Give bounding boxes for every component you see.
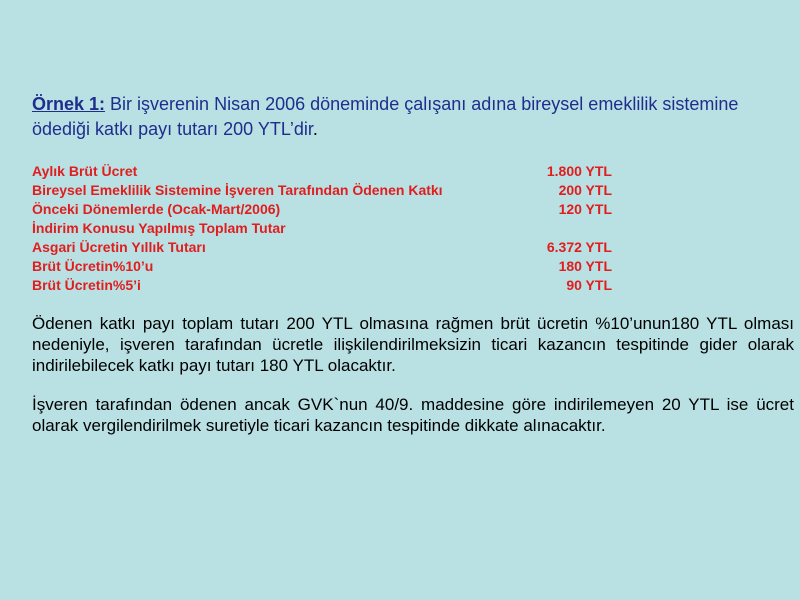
- calculation-table: [32, 162, 612, 295]
- row-value: 200 YTL: [558, 182, 612, 198]
- table-row: [32, 200, 612, 219]
- row-label: Asgari Ücretin Yıllık Tutarı: [32, 239, 206, 255]
- row-label: Brüt Ücretin%10’u: [32, 258, 154, 274]
- row-value: [533, 219, 612, 238]
- table-row: [32, 238, 612, 257]
- row-label: Aylık Brüt Ücret: [32, 163, 138, 179]
- table-row: [32, 276, 612, 295]
- slide-content: [32, 92, 794, 436]
- table-row: [32, 162, 612, 181]
- example-text: Bir işverenin Nisan 2006 döneminde çalışanı adına bireysel emeklilik sistemine ödediği katkı payı tutarı 200 YTL’dir: [32, 94, 739, 139]
- row-value: 6.372 YTL: [546, 239, 612, 255]
- example-label: Örnek 1:: [32, 94, 106, 114]
- example-intro: [32, 92, 794, 142]
- table-row: [32, 219, 612, 238]
- row-label: Bireysel Emeklilik Sistemine İşveren Tarafından Ödenen Katkı: [32, 182, 443, 198]
- explanation-paragraph: Ödenen katkı payı toplam tutarı 200 YTL olmasına rağmen brüt ücretin %10’unun180 YTL olması nedeniyle, işveren tarafından ücretle ilişkilendirilmeksizin ticari kazancın tespitinde gider olarak indirilebilecek katkı payı tutarı 180 YTL olacaktır.: [32, 314, 794, 375]
- row-value: 120 YTL: [558, 201, 612, 217]
- row-label: İndirim Konusu Yapılmış Toplam Tutar: [32, 220, 286, 236]
- example-period: .: [312, 119, 318, 139]
- table-row: [32, 181, 612, 200]
- explanation-paragraph: İşveren tarafından ödenen ancak GVK`nun 40/9. maddesine göre indirilemeyen 20 YTL ise ücret olarak vergilendirilmek suretiyle ticari kazancın tespitinde dikkate alınacaktır.: [32, 395, 794, 435]
- row-value: 1.800 YTL: [546, 163, 612, 179]
- row-label: Önceki Dönemlerde (Ocak-Mart/2006): [32, 201, 281, 217]
- row-label: Brüt Ücretin%5’i: [32, 277, 141, 293]
- table-row: [32, 257, 612, 276]
- row-value: 180 YTL: [558, 258, 612, 274]
- row-value: 90 YTL: [566, 277, 612, 293]
